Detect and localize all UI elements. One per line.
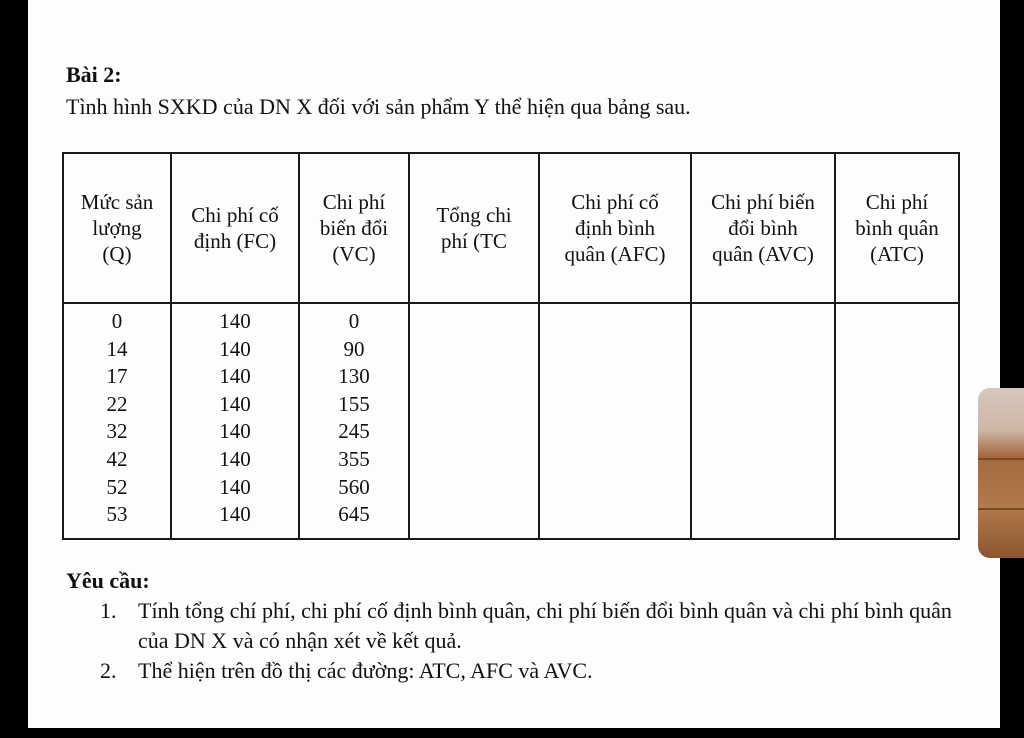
header-fc-line: định (FC) xyxy=(193,229,277,253)
header-afc-line: Chi phí cố xyxy=(571,190,659,214)
header-atc-line: (ATC) xyxy=(870,242,924,266)
fc-value: 140 xyxy=(219,474,251,499)
fc-value: 140 xyxy=(219,419,251,444)
requirement-item xyxy=(100,596,960,656)
vc-value: 155 xyxy=(338,391,370,416)
fc-column xyxy=(171,303,299,539)
q-value: 42 xyxy=(106,446,128,471)
header-atc-line: Chi phí xyxy=(865,190,929,214)
q-value: 22 xyxy=(106,391,128,416)
header-atc xyxy=(835,153,959,303)
table-body-row xyxy=(63,303,959,539)
header-avc-line: đổi bình xyxy=(728,216,798,240)
q-value: 52 xyxy=(106,474,128,499)
fc-value: 140 xyxy=(219,446,251,471)
q-column xyxy=(63,303,171,539)
tc-column-empty xyxy=(409,303,539,539)
table-header-row xyxy=(63,153,959,303)
header-afc xyxy=(539,153,691,303)
camera-preview-thumbnail[interactable] xyxy=(978,388,1024,558)
fc-value: 140 xyxy=(219,364,251,389)
vc-value: 560 xyxy=(338,474,370,499)
header-vc-line: Chi phí xyxy=(322,190,386,214)
header-vc-line: (VC) xyxy=(332,242,376,266)
requirement-number: 1. xyxy=(100,598,117,623)
header-fc-line: Chi phí cố xyxy=(191,203,279,227)
requirements-title: Yêu cầu: xyxy=(66,568,150,593)
thumbnail-detail xyxy=(978,458,1024,460)
header-afc-line: định bình xyxy=(575,216,655,240)
exercise-title: Bài 2: xyxy=(66,62,122,87)
q-value: 14 xyxy=(106,336,128,361)
requirement-text: Thể hiện trên đồ thị các đường: ATC, AFC và AVC. xyxy=(138,658,593,683)
header-vc-line: biến đổi xyxy=(319,216,389,240)
exercise-intro: Tình hình SXKD của DN X đối với sản phẩm Y thể hiện qua bảng sau. xyxy=(66,94,691,119)
header-tc xyxy=(409,153,539,303)
header-tc-line: phí (TC xyxy=(441,229,507,253)
requirement-number: 2. xyxy=(100,658,117,683)
header-q-line: lượng xyxy=(92,216,142,240)
requirement-item xyxy=(100,656,960,686)
header-afc-line: quân (AFC) xyxy=(564,242,666,266)
header-avc xyxy=(691,153,835,303)
fc-value: 140 xyxy=(219,391,251,416)
q-value: 17 xyxy=(106,364,128,389)
afc-column-empty xyxy=(539,303,691,539)
q-value: 32 xyxy=(106,419,128,444)
avc-column-empty xyxy=(691,303,835,539)
vc-value: 245 xyxy=(338,419,370,444)
vc-value: 0 xyxy=(348,309,360,333)
document-page xyxy=(28,0,1000,728)
header-avc-line: quân (AVC) xyxy=(712,242,814,266)
header-tc-line: Tổng chi xyxy=(436,203,512,227)
vc-value: 130 xyxy=(338,364,370,389)
q-value: 0 xyxy=(111,309,123,333)
header-q xyxy=(63,153,171,303)
requirement-text: Tính tổng chí phí, chi phí cố định bình quân, chi phí biến đổi bình quân và chi phí bình quân của DN X và có nhận xét về kết quả. xyxy=(138,598,952,653)
header-fc xyxy=(171,153,299,303)
vc-value: 90 xyxy=(343,336,365,361)
header-q-line: (Q) xyxy=(102,242,132,266)
vc-value: 355 xyxy=(338,446,370,471)
q-value: 53 xyxy=(106,502,128,527)
header-q-line: Mức sản xyxy=(80,190,154,214)
header-avc-line: Chi phí biến xyxy=(711,190,815,214)
cost-table xyxy=(62,152,960,540)
atc-column-empty xyxy=(835,303,959,539)
vc-value: 645 xyxy=(338,502,370,527)
fc-value: 140 xyxy=(219,502,251,527)
fc-value: 140 xyxy=(219,336,251,361)
header-atc-line: bình quân xyxy=(855,216,939,240)
fc-value: 140 xyxy=(219,309,251,333)
vc-column xyxy=(299,303,409,539)
thumbnail-detail xyxy=(978,508,1024,510)
requirements-list xyxy=(100,596,960,686)
header-vc xyxy=(299,153,409,303)
